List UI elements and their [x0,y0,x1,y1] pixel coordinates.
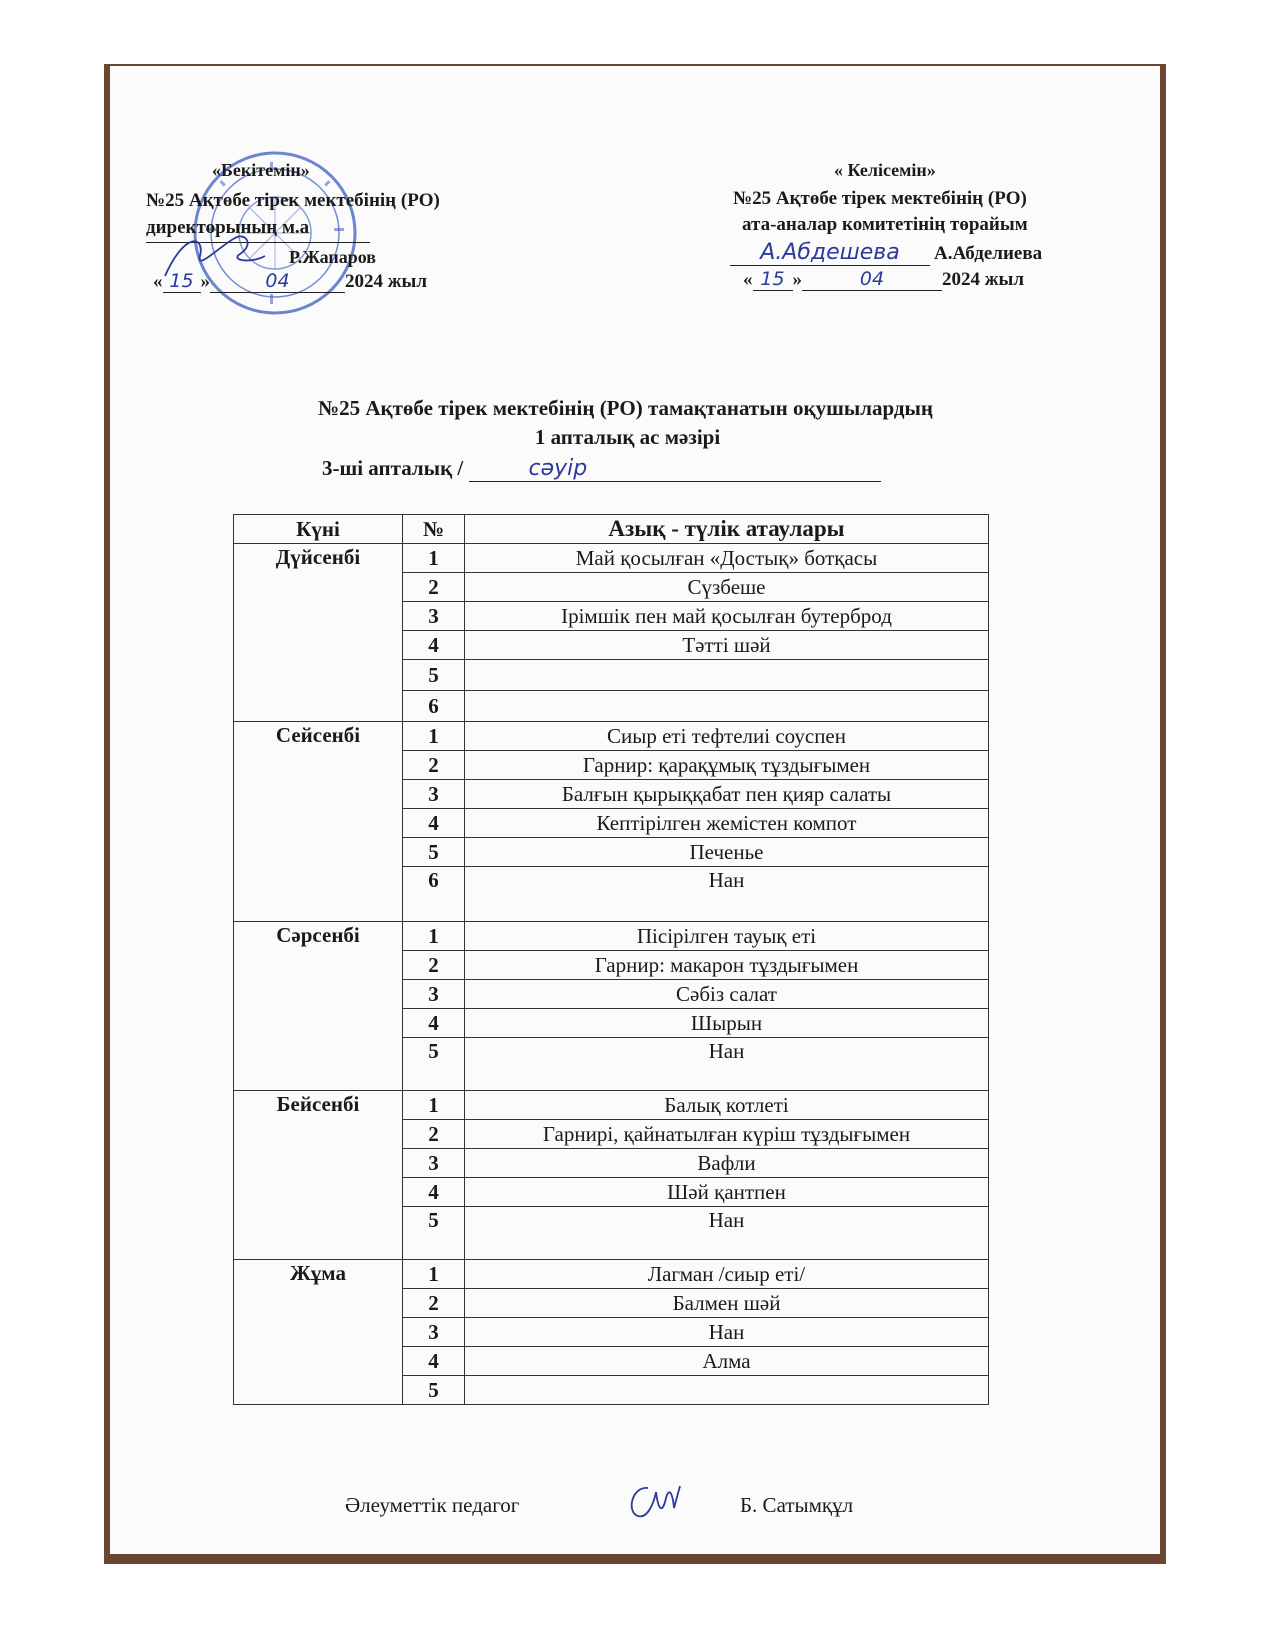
week-line [322,456,881,482]
item-name: Нан [465,1038,989,1091]
item-name: Май қосылған «Достық» ботқасы [465,544,989,573]
item-number: 2 [403,1120,465,1149]
approval-left-date-mid: » [200,271,210,292]
approval-right-title: « Келісемін» [834,160,936,180]
title-line2: 1 апталық ас мәзірі [534,425,721,449]
item-name: Балғын қырыққабат пен қияр салаты [465,780,989,809]
item-number: 3 [403,1149,465,1178]
item-number: 6 [403,867,465,922]
item-number: 1 [403,922,465,951]
item-number: 5 [403,1038,465,1091]
item-name: Ірімшік пен май қосылған бутерброд [465,602,989,631]
day-cell: Дүйсенбі [234,544,403,722]
approval-left-date-open: « [153,271,163,292]
item-name: Печенье [465,838,989,867]
item-name: Лагман /сиыр еті/ [465,1260,989,1289]
item-name: Алма [465,1347,989,1376]
table-row [234,722,989,751]
item-name: Балмен шәй [465,1289,989,1318]
approval-right-date [743,268,1024,291]
document-title [0,396,1275,421]
header-day: Күні [234,515,403,544]
item-name: Сәбіз салат [465,980,989,1009]
approval-left-date [153,270,427,293]
approval-left-day: 15 [163,270,201,293]
item-name: Нан [465,867,989,922]
approval-right-date-open: « [743,269,753,290]
item-name: Кептірілген жемістен компот [465,809,989,838]
footer-signature [622,1478,686,1524]
approval-left-month: 04 [210,270,345,293]
table-row [234,922,989,951]
item-number: 4 [403,631,465,660]
item-name: Гарнир: макарон тұздығымен [465,951,989,980]
item-number: 1 [403,544,465,573]
week-label: 3-ші апталық / [322,456,464,480]
approval-left-name: Р.Жапаров [289,247,377,267]
week-month: сәуір [469,456,881,482]
footer-name: Б. Сатымқұл [740,1493,854,1517]
day-cell: Сейсенбі [234,722,403,922]
item-number: 4 [403,1347,465,1376]
item-name: Шәй қантпен [465,1178,989,1207]
day-cell: Бейсенбі [234,1091,403,1260]
item-number: 1 [403,1091,465,1120]
item-number: 2 [403,951,465,980]
item-name: Пісірілген тауық еті [465,922,989,951]
approval-right-sign-row [730,240,1042,266]
approval-right-name: А.Абделиева [934,243,1043,264]
item-name: Тәтті шәй [465,631,989,660]
item-number: 1 [403,1260,465,1289]
table-row [234,1091,989,1120]
approval-right-line2: ата-аналар комитетінің төрайым [742,214,1028,235]
header-number: № [403,515,465,544]
item-number: 3 [403,602,465,631]
item-name: Вафли [465,1149,989,1178]
item-number: 2 [403,1289,465,1318]
approval-left-year: 2024 жыл [345,271,428,292]
footer-role: Әлеуметтік педагог [345,1493,520,1517]
item-name: Гарнирі, қайнатылған күріш тұздығымен [465,1120,989,1149]
approval-right-day: 15 [753,268,793,291]
item-name: Сиыр еті тефтелиі соуспен [465,722,989,751]
table-row [234,544,989,573]
table-row [234,1260,989,1289]
item-name [465,660,989,691]
item-number: 5 [403,660,465,691]
item-number: 2 [403,573,465,602]
item-number: 4 [403,1178,465,1207]
day-cell: Сәрсенбі [234,922,403,1091]
item-name [465,691,989,722]
approval-right-month: 04 [802,268,942,291]
item-number: 5 [403,1207,465,1260]
approval-right-line1: №25 Ақтөбе тірек мектебінің (РО) [733,188,1027,209]
item-name [465,1376,989,1405]
item-number: 3 [403,780,465,809]
item-number: 3 [403,1318,465,1347]
item-number: 5 [403,1376,465,1405]
day-cell: Жұма [234,1260,403,1405]
menu-table [233,514,989,1405]
item-number: 4 [403,1009,465,1038]
item-number: 2 [403,751,465,780]
item-number: 6 [403,691,465,722]
document-subtitle [0,425,1275,450]
item-name: Гарнир: қарақұмық тұздығымен [465,751,989,780]
item-number: 1 [403,722,465,751]
table-header-row [234,515,989,544]
item-name: Балық котлеті [465,1091,989,1120]
item-number: 3 [403,980,465,1009]
approval-right-year: 2024 жыл [942,269,1025,290]
item-name: Сүзбеше [465,573,989,602]
item-name: Нан [465,1207,989,1260]
approval-left-line2: директорының м.а [146,217,310,238]
item-name: Шырын [465,1009,989,1038]
item-number: 4 [403,809,465,838]
title-line1: №25 Ақтөбе тірек мектебінің (РО) тамақтанатын оқушылардың [317,396,934,420]
approval-left-title: «Бекітемін» [212,160,310,180]
header-items: Азық - түлік атаулары [465,515,989,544]
approval-right-signature: А.Абдешева [730,240,930,266]
item-number: 5 [403,838,465,867]
item-name: Нан [465,1318,989,1347]
approval-right-date-mid: » [792,269,802,290]
approval-left-line1: №25 Ақтөбе тірек мектебінің (РО) [146,190,440,211]
